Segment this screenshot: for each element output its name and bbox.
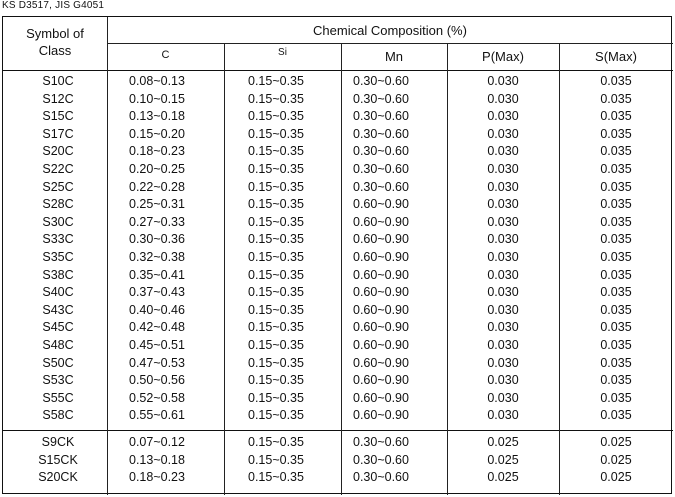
cell-p-max: 0.030 bbox=[487, 408, 519, 423]
cell-si: 0.15~0.35 bbox=[248, 197, 304, 212]
cell-s-max: 0.035 bbox=[600, 144, 632, 159]
table-row bbox=[3, 214, 673, 232]
column-header-mn: Mn bbox=[384, 49, 404, 64]
composition-table bbox=[2, 16, 672, 494]
table-row bbox=[3, 91, 673, 109]
cell-c: 0.18~0.23 bbox=[129, 470, 185, 485]
cell-p-max: 0.030 bbox=[487, 197, 519, 212]
cell-c: 0.13~0.18 bbox=[129, 452, 185, 467]
cell-p-max: 0.030 bbox=[487, 355, 519, 370]
cell-si: 0.15~0.35 bbox=[248, 452, 304, 467]
cell-mn: 0.60~0.90 bbox=[353, 214, 409, 229]
table-row bbox=[3, 434, 673, 452]
cell-class: S35C bbox=[42, 250, 74, 264]
cell-s-max: 0.035 bbox=[600, 338, 632, 352]
cell-p-max: 0.030 bbox=[487, 373, 519, 388]
cell-mn: 0.30~0.60 bbox=[353, 109, 409, 124]
cell-s-max: 0.035 bbox=[600, 267, 632, 282]
cell-mn: 0.60~0.90 bbox=[353, 338, 409, 352]
cell-c: 0.20~0.25 bbox=[129, 162, 185, 176]
cell-si: 0.15~0.35 bbox=[248, 109, 304, 124]
cell-s-max: 0.025 bbox=[600, 435, 632, 449]
cell-s-max: 0.025 bbox=[600, 452, 632, 467]
cell-class: S53C bbox=[42, 373, 74, 388]
cell-p-max: 0.025 bbox=[487, 435, 519, 449]
cell-c: 0.42~0.48 bbox=[129, 320, 185, 335]
cell-c: 0.07~0.12 bbox=[129, 435, 185, 449]
cell-s-max: 0.035 bbox=[600, 302, 632, 317]
table-row bbox=[3, 372, 673, 390]
column-header-s-max: S(Max) bbox=[595, 49, 637, 64]
table-row bbox=[3, 73, 673, 91]
cell-c: 0.30~0.36 bbox=[129, 232, 185, 247]
cell-class: S33C bbox=[42, 232, 74, 247]
column-header-si: Si bbox=[278, 47, 287, 58]
cell-mn: 0.60~0.90 bbox=[353, 373, 409, 388]
cell-class: S10C bbox=[42, 74, 74, 88]
cell-c: 0.40~0.46 bbox=[129, 302, 185, 317]
table-row bbox=[3, 390, 673, 408]
cell-mn: 0.30~0.60 bbox=[353, 452, 409, 467]
cell-c: 0.25~0.31 bbox=[129, 197, 185, 212]
cell-si: 0.15~0.35 bbox=[248, 162, 304, 176]
cell-class: S15CK bbox=[38, 452, 78, 467]
header-divider bbox=[107, 43, 673, 44]
cell-s-max: 0.035 bbox=[600, 285, 632, 300]
cell-class: S50C bbox=[42, 355, 74, 370]
cell-s-max: 0.035 bbox=[600, 162, 632, 176]
cell-class: S40C bbox=[42, 285, 74, 300]
cell-s-max: 0.035 bbox=[600, 320, 632, 335]
cell-s-max: 0.035 bbox=[600, 197, 632, 212]
cell-si: 0.15~0.35 bbox=[248, 267, 304, 282]
cell-s-max: 0.035 bbox=[600, 250, 632, 264]
column-header-p-max: P(Max) bbox=[482, 49, 524, 64]
cell-c: 0.10~0.15 bbox=[129, 91, 185, 106]
cell-class: S15C bbox=[42, 109, 74, 124]
cell-si: 0.15~0.35 bbox=[248, 74, 304, 88]
cell-si: 0.15~0.35 bbox=[248, 302, 304, 317]
cell-c: 0.32~0.38 bbox=[129, 250, 185, 264]
cell-c: 0.47~0.53 bbox=[129, 355, 185, 370]
cell-mn: 0.30~0.60 bbox=[353, 162, 409, 176]
cell-p-max: 0.030 bbox=[487, 91, 519, 106]
cell-mn: 0.60~0.90 bbox=[353, 250, 409, 264]
cell-p-max: 0.030 bbox=[487, 214, 519, 229]
table-row bbox=[3, 452, 673, 470]
cell-class: S20C bbox=[42, 144, 74, 159]
cell-mn: 0.60~0.90 bbox=[353, 267, 409, 282]
table-row bbox=[3, 319, 673, 337]
chemical-composition-header: Chemical Composition (%) bbox=[313, 23, 467, 38]
cell-p-max: 0.030 bbox=[487, 250, 519, 264]
symbol-of-class-header bbox=[3, 25, 107, 59]
cell-s-max: 0.035 bbox=[600, 355, 632, 370]
cell-mn: 0.30~0.60 bbox=[353, 179, 409, 194]
table-row bbox=[3, 249, 673, 267]
standard-caption: KS D3517, JIS G4051 bbox=[2, 0, 105, 11]
cell-s-max: 0.035 bbox=[600, 109, 632, 124]
cell-s-max: 0.035 bbox=[600, 214, 632, 229]
cell-p-max: 0.030 bbox=[487, 232, 519, 247]
cell-mn: 0.60~0.90 bbox=[353, 355, 409, 370]
cell-si: 0.15~0.35 bbox=[248, 179, 304, 194]
cell-si: 0.15~0.35 bbox=[248, 285, 304, 300]
group-separator-rule bbox=[3, 430, 673, 431]
cell-mn: 0.30~0.60 bbox=[353, 144, 409, 159]
cell-si: 0.15~0.35 bbox=[248, 91, 304, 106]
cell-p-max: 0.030 bbox=[487, 179, 519, 194]
cell-class: S9CK bbox=[41, 435, 75, 449]
cell-mn: 0.60~0.90 bbox=[353, 320, 409, 335]
cell-class: S22C bbox=[42, 162, 74, 176]
symbol-header-line1: Symbol of bbox=[26, 26, 84, 41]
cell-p-max: 0.030 bbox=[487, 285, 519, 300]
cell-p-max: 0.025 bbox=[487, 452, 519, 467]
cell-s-max: 0.035 bbox=[600, 74, 632, 88]
cell-c: 0.52~0.58 bbox=[129, 390, 185, 405]
column-header-c: C bbox=[161, 49, 170, 61]
header-bottom-rule bbox=[3, 70, 673, 71]
cell-mn: 0.30~0.60 bbox=[353, 91, 409, 106]
cell-si: 0.15~0.35 bbox=[248, 250, 304, 264]
cell-si: 0.15~0.35 bbox=[248, 338, 304, 352]
table-row bbox=[3, 267, 673, 285]
cell-class: S55C bbox=[42, 390, 74, 405]
table-row bbox=[3, 284, 673, 302]
cell-p-max: 0.030 bbox=[487, 162, 519, 176]
cell-p-max: 0.030 bbox=[487, 267, 519, 282]
cell-class: S45C bbox=[42, 320, 74, 335]
symbol-header-line2: Class bbox=[38, 43, 72, 58]
cell-si: 0.15~0.35 bbox=[248, 214, 304, 229]
cell-class: S43C bbox=[42, 302, 74, 317]
cell-si: 0.15~0.35 bbox=[248, 144, 304, 159]
cell-class: S48C bbox=[42, 338, 74, 352]
cell-c: 0.08~0.13 bbox=[129, 74, 185, 88]
cell-s-max: 0.035 bbox=[600, 126, 632, 141]
cell-si: 0.15~0.35 bbox=[248, 390, 304, 405]
cell-c: 0.35~0.41 bbox=[129, 267, 185, 282]
cell-c: 0.18~0.23 bbox=[129, 144, 185, 159]
cell-s-max: 0.035 bbox=[600, 390, 632, 405]
table-row bbox=[3, 469, 673, 487]
cell-si: 0.15~0.35 bbox=[248, 232, 304, 247]
cell-class: S12C bbox=[42, 91, 74, 106]
cell-si: 0.15~0.35 bbox=[248, 126, 304, 141]
cell-p-max: 0.030 bbox=[487, 390, 519, 405]
cell-si: 0.15~0.35 bbox=[248, 373, 304, 388]
cell-class: S38C bbox=[42, 267, 74, 282]
cell-class: S17C bbox=[42, 126, 74, 141]
cell-si: 0.15~0.35 bbox=[248, 435, 304, 449]
cell-si: 0.15~0.35 bbox=[248, 320, 304, 335]
cell-p-max: 0.030 bbox=[487, 109, 519, 124]
cell-class: S30C bbox=[42, 214, 74, 229]
table-row bbox=[3, 337, 673, 355]
table-row bbox=[3, 126, 673, 144]
table-row bbox=[3, 108, 673, 126]
table-row bbox=[3, 179, 673, 197]
cell-mn: 0.60~0.90 bbox=[353, 408, 409, 423]
table-row bbox=[3, 231, 673, 249]
cell-class: S25C bbox=[42, 179, 74, 194]
cell-p-max: 0.030 bbox=[487, 302, 519, 317]
cell-class: S58C bbox=[42, 408, 74, 423]
cell-class: S20CK bbox=[38, 470, 78, 485]
cell-c: 0.15~0.20 bbox=[129, 126, 185, 141]
cell-p-max: 0.030 bbox=[487, 74, 519, 88]
cell-s-max: 0.035 bbox=[600, 179, 632, 194]
table-row bbox=[3, 196, 673, 214]
cell-p-max: 0.030 bbox=[487, 126, 519, 141]
cell-mn: 0.60~0.90 bbox=[353, 285, 409, 300]
cell-s-max: 0.035 bbox=[600, 408, 632, 423]
cell-mn: 0.30~0.60 bbox=[353, 126, 409, 141]
cell-c: 0.13~0.18 bbox=[129, 109, 185, 124]
cell-p-max: 0.030 bbox=[487, 144, 519, 159]
cell-mn: 0.30~0.60 bbox=[353, 435, 409, 449]
cell-s-max: 0.025 bbox=[600, 470, 632, 485]
cell-c: 0.37~0.43 bbox=[129, 285, 185, 300]
cell-c: 0.27~0.33 bbox=[129, 214, 185, 229]
table-row bbox=[3, 143, 673, 161]
cell-p-max: 0.030 bbox=[487, 320, 519, 335]
cell-si: 0.15~0.35 bbox=[248, 355, 304, 370]
table-row bbox=[3, 407, 673, 425]
cell-si: 0.15~0.35 bbox=[248, 470, 304, 485]
cell-s-max: 0.035 bbox=[600, 373, 632, 388]
cell-c: 0.55~0.61 bbox=[129, 408, 185, 423]
cell-p-max: 0.030 bbox=[487, 338, 519, 352]
cell-mn: 0.30~0.60 bbox=[353, 470, 409, 485]
cell-mn: 0.60~0.90 bbox=[353, 232, 409, 247]
cell-s-max: 0.035 bbox=[600, 232, 632, 247]
table-row bbox=[3, 302, 673, 320]
cell-mn: 0.60~0.90 bbox=[353, 197, 409, 212]
cell-s-max: 0.035 bbox=[600, 91, 632, 106]
cell-mn: 0.60~0.90 bbox=[353, 390, 409, 405]
table-row bbox=[3, 355, 673, 373]
cell-c: 0.22~0.28 bbox=[129, 179, 185, 194]
cell-mn: 0.30~0.60 bbox=[353, 74, 409, 88]
cell-c: 0.50~0.56 bbox=[129, 373, 185, 388]
cell-si: 0.15~0.35 bbox=[248, 408, 304, 423]
cell-c: 0.45~0.51 bbox=[129, 338, 185, 352]
cell-mn: 0.60~0.90 bbox=[353, 302, 409, 317]
cell-p-max: 0.025 bbox=[487, 470, 519, 485]
table-row bbox=[3, 161, 673, 179]
cell-class: S28C bbox=[42, 197, 74, 212]
